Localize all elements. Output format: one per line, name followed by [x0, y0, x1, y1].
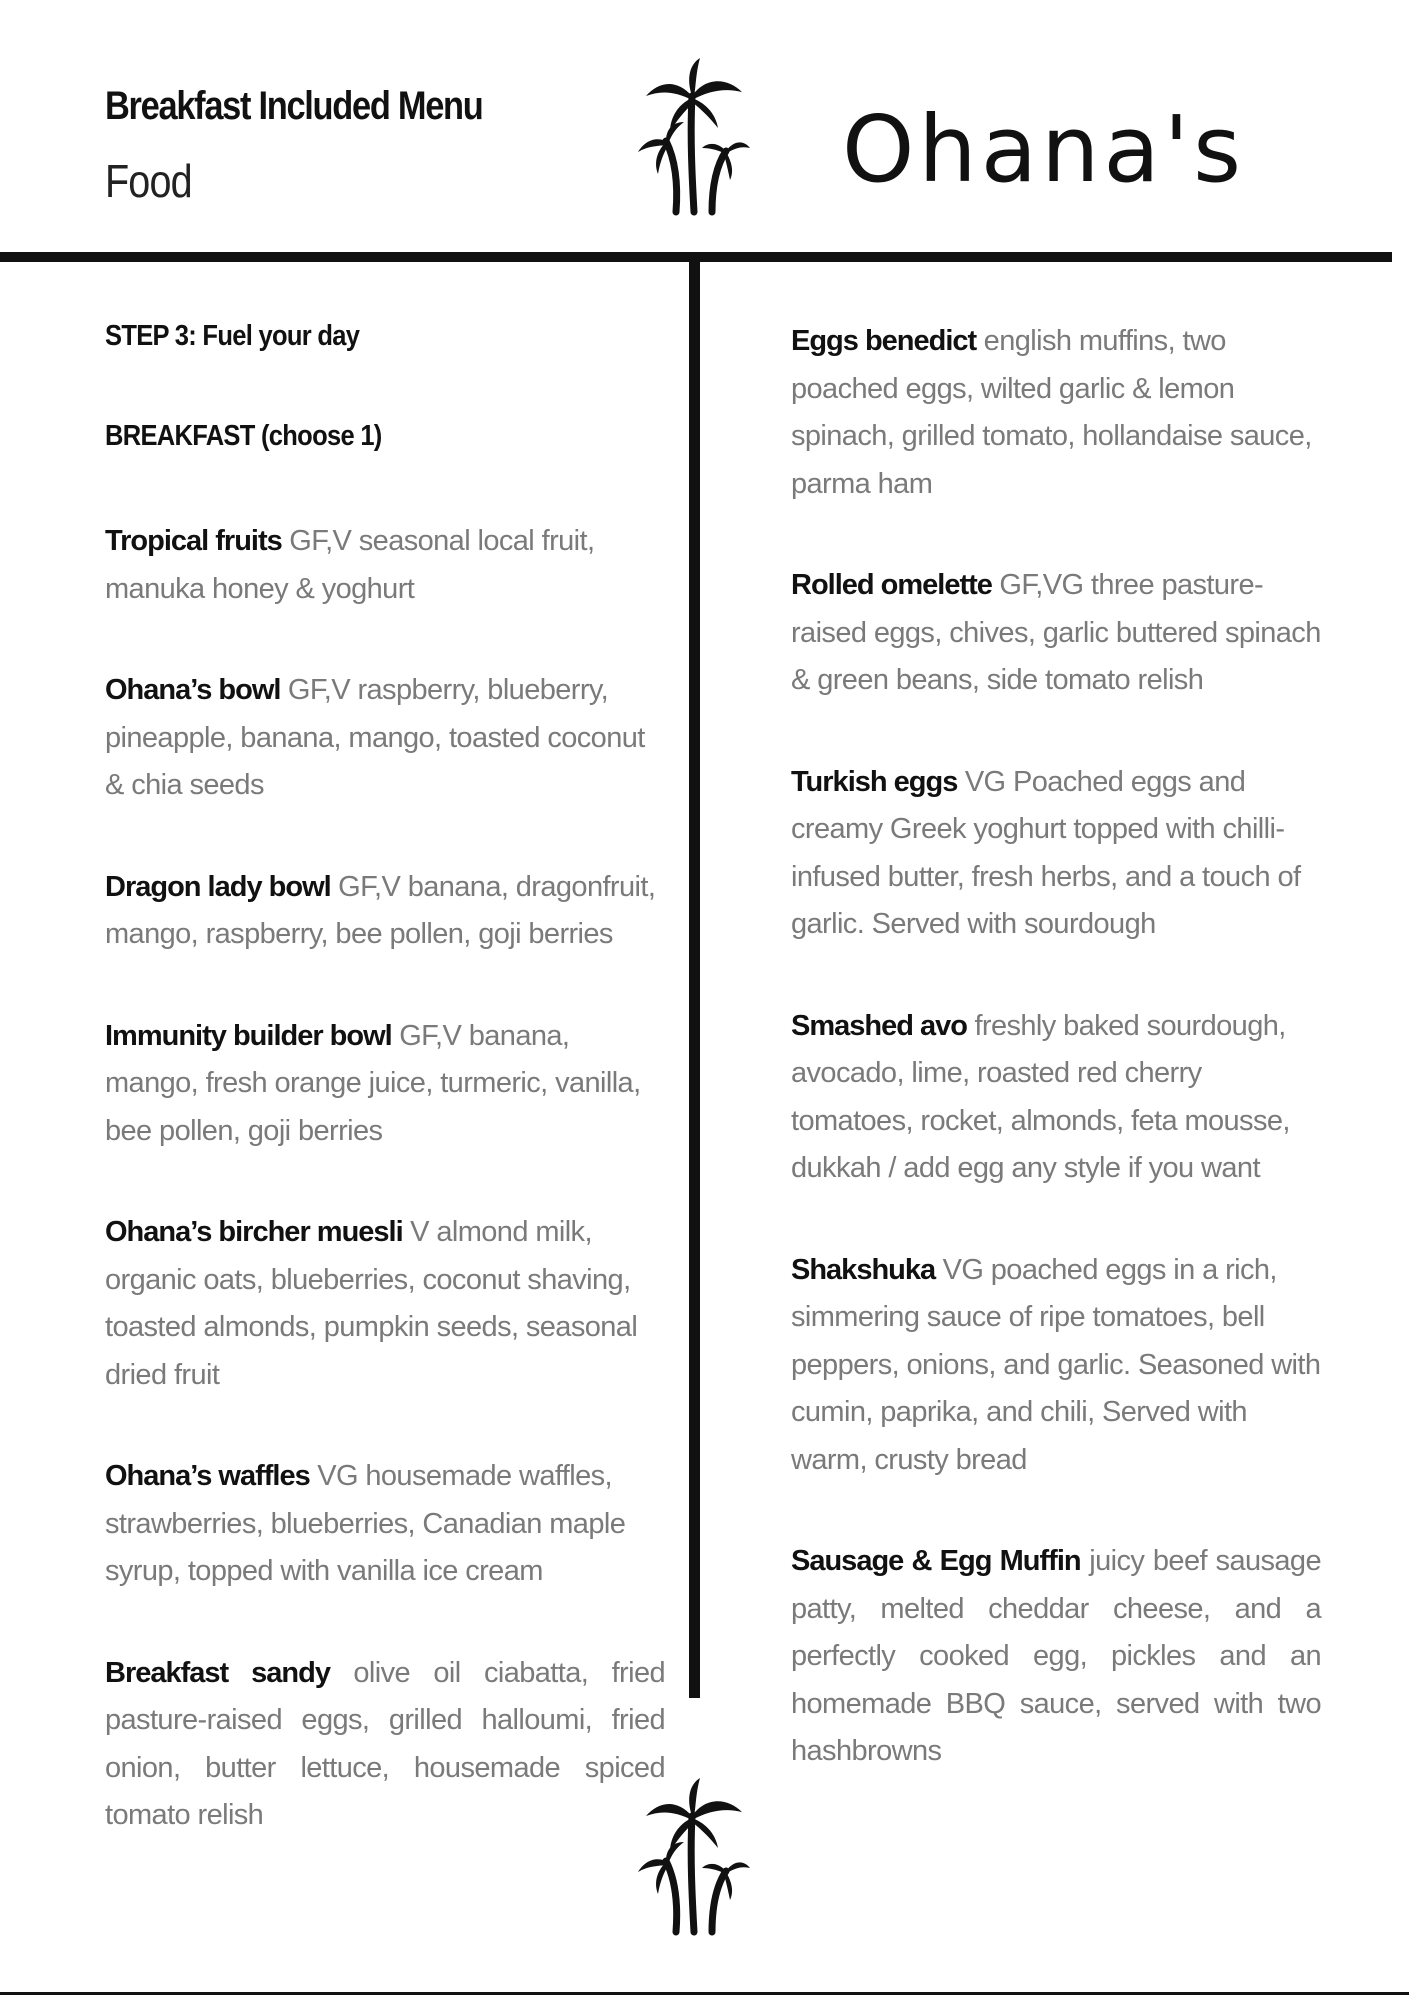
menu-item-name: Turkish eggs — [791, 765, 958, 798]
menu-item-description: banana, dragonfruit, mango, raspberry, bee pollen, goji berries — [105, 870, 656, 950]
menu-item — [791, 759, 1321, 949]
menu-item-name: Immunity builder bowl — [105, 1019, 392, 1052]
menu-item — [105, 1650, 665, 1840]
menu-item — [105, 667, 665, 810]
menu-item — [791, 1003, 1321, 1193]
menu-item-description: housemade waffles, strawberries, blueberries, Canadian maple syrup, topped with vanilla ice cream — [105, 1460, 626, 1587]
column-divider — [689, 262, 700, 1698]
header-divider — [0, 252, 1392, 262]
menu-item-tags: GF,V — [287, 674, 350, 706]
menu-item-description: almond milk, organic oats, blueberries, coconut shaving, toasted almonds, pumpkin seeds, seasonal dried fruit — [105, 1216, 638, 1391]
menu-item — [791, 562, 1321, 705]
menu-item — [791, 1538, 1321, 1776]
menu-item-description: english muffins, two poached eggs, wilted garlic & lemon spinach, grilled tomato, hollandaise sauce, parma ham — [791, 325, 1312, 500]
menu-item — [105, 1013, 665, 1156]
menu-item-name: Eggs benedict — [791, 325, 977, 357]
palm-trees-icon — [636, 1776, 752, 1936]
right-column — [791, 318, 1321, 1830]
menu-item-name: Dragon lady bowl — [105, 870, 331, 903]
menu-item-name: Smashed avo — [791, 1009, 967, 1042]
menu-item-description: olive oil ciabatta, fried pasture-raised eggs, grilled halloumi, fried onion, butter lettuce, housemade spiced tomato relish — [105, 1656, 666, 1831]
menu-item-name: Sausage & Egg Muffin — [791, 1545, 1081, 1577]
menu-item-description: poached eggs in a rich, simmering sauce of ripe tomatoes, bell peppers, onions, and garlic. Seasoned with cumin, paprika, and chili, Served with warm, crusty bread — [791, 1253, 1321, 1476]
section-heading: BREAKFAST (choose 1) — [105, 420, 382, 452]
menu-item-tags: VG — [964, 765, 1006, 798]
menu-subtitle: Food — [105, 155, 192, 207]
menu-item-name: Breakfast sandy — [105, 1656, 330, 1689]
menu-item-description: seasonal local fruit, manuka honey & yoghurt — [105, 525, 595, 605]
menu-item — [105, 864, 665, 959]
menu-item-name: Tropical fruits — [105, 525, 282, 557]
menu-item-name: Rolled omelette — [791, 569, 992, 601]
menu-item-description: freshly baked sourdough, avocado, lime, roasted red cherry tomatoes, rocket, almonds, feta mousse, dukkah / add egg any style if you want — [791, 1009, 1290, 1184]
menu-item-name: Ohana’s waffles — [105, 1460, 310, 1492]
menu-item-tags: V — [410, 1216, 429, 1248]
menu-item — [791, 318, 1321, 508]
menu-item — [791, 1247, 1321, 1485]
palm-trees-icon — [636, 56, 752, 216]
menu-item-description: Poached eggs and creamy Greek yoghurt topped with chilli-infused butter, fresh herbs, and a touch of garlic. Served with sourdough — [791, 765, 1301, 940]
menu-item-tags: VG — [942, 1253, 984, 1286]
menu-item-name: Ohana’s bircher muesli — [105, 1216, 403, 1248]
menu-item-name: Ohana’s bowl — [105, 674, 281, 706]
menu-item-tags: GF,V — [399, 1019, 462, 1052]
menu-item — [105, 518, 665, 613]
menu-item-description: juicy beef sausage patty, melted cheddar cheese, and a perfectly cooked egg, pickles and an homemade BBQ sauce, served with two hashbrowns — [791, 1545, 1321, 1767]
menu-item-description: raspberry, blueberry, pineapple, banana, mango, toasted coconut & chia seeds — [105, 674, 645, 801]
menu-item-tags: GF,V — [338, 870, 401, 903]
menu-item-description: banana, mango, fresh orange juice, turmeric, vanilla, bee pollen, goji berries — [105, 1019, 641, 1147]
brand-name: Ohana's — [842, 96, 1246, 203]
left-column — [105, 318, 665, 1894]
menu-item — [105, 1209, 665, 1399]
menu-item-name: Shakshuka — [791, 1253, 936, 1286]
menu-title: Breakfast Included Menu — [105, 84, 483, 128]
menu-item-tags: VG — [317, 1460, 358, 1492]
menu-item-tags: GF,VG — [999, 569, 1084, 601]
footer-divider — [0, 1992, 1409, 1995]
menu-item — [105, 1453, 665, 1596]
menu-item-tags: GF,V — [289, 525, 352, 557]
menu-item-description: three pasture-raised eggs, chives, garlic buttered spinach & green beans, side tomato relish — [791, 569, 1321, 696]
step-heading: STEP 3: Fuel your day — [105, 320, 360, 352]
